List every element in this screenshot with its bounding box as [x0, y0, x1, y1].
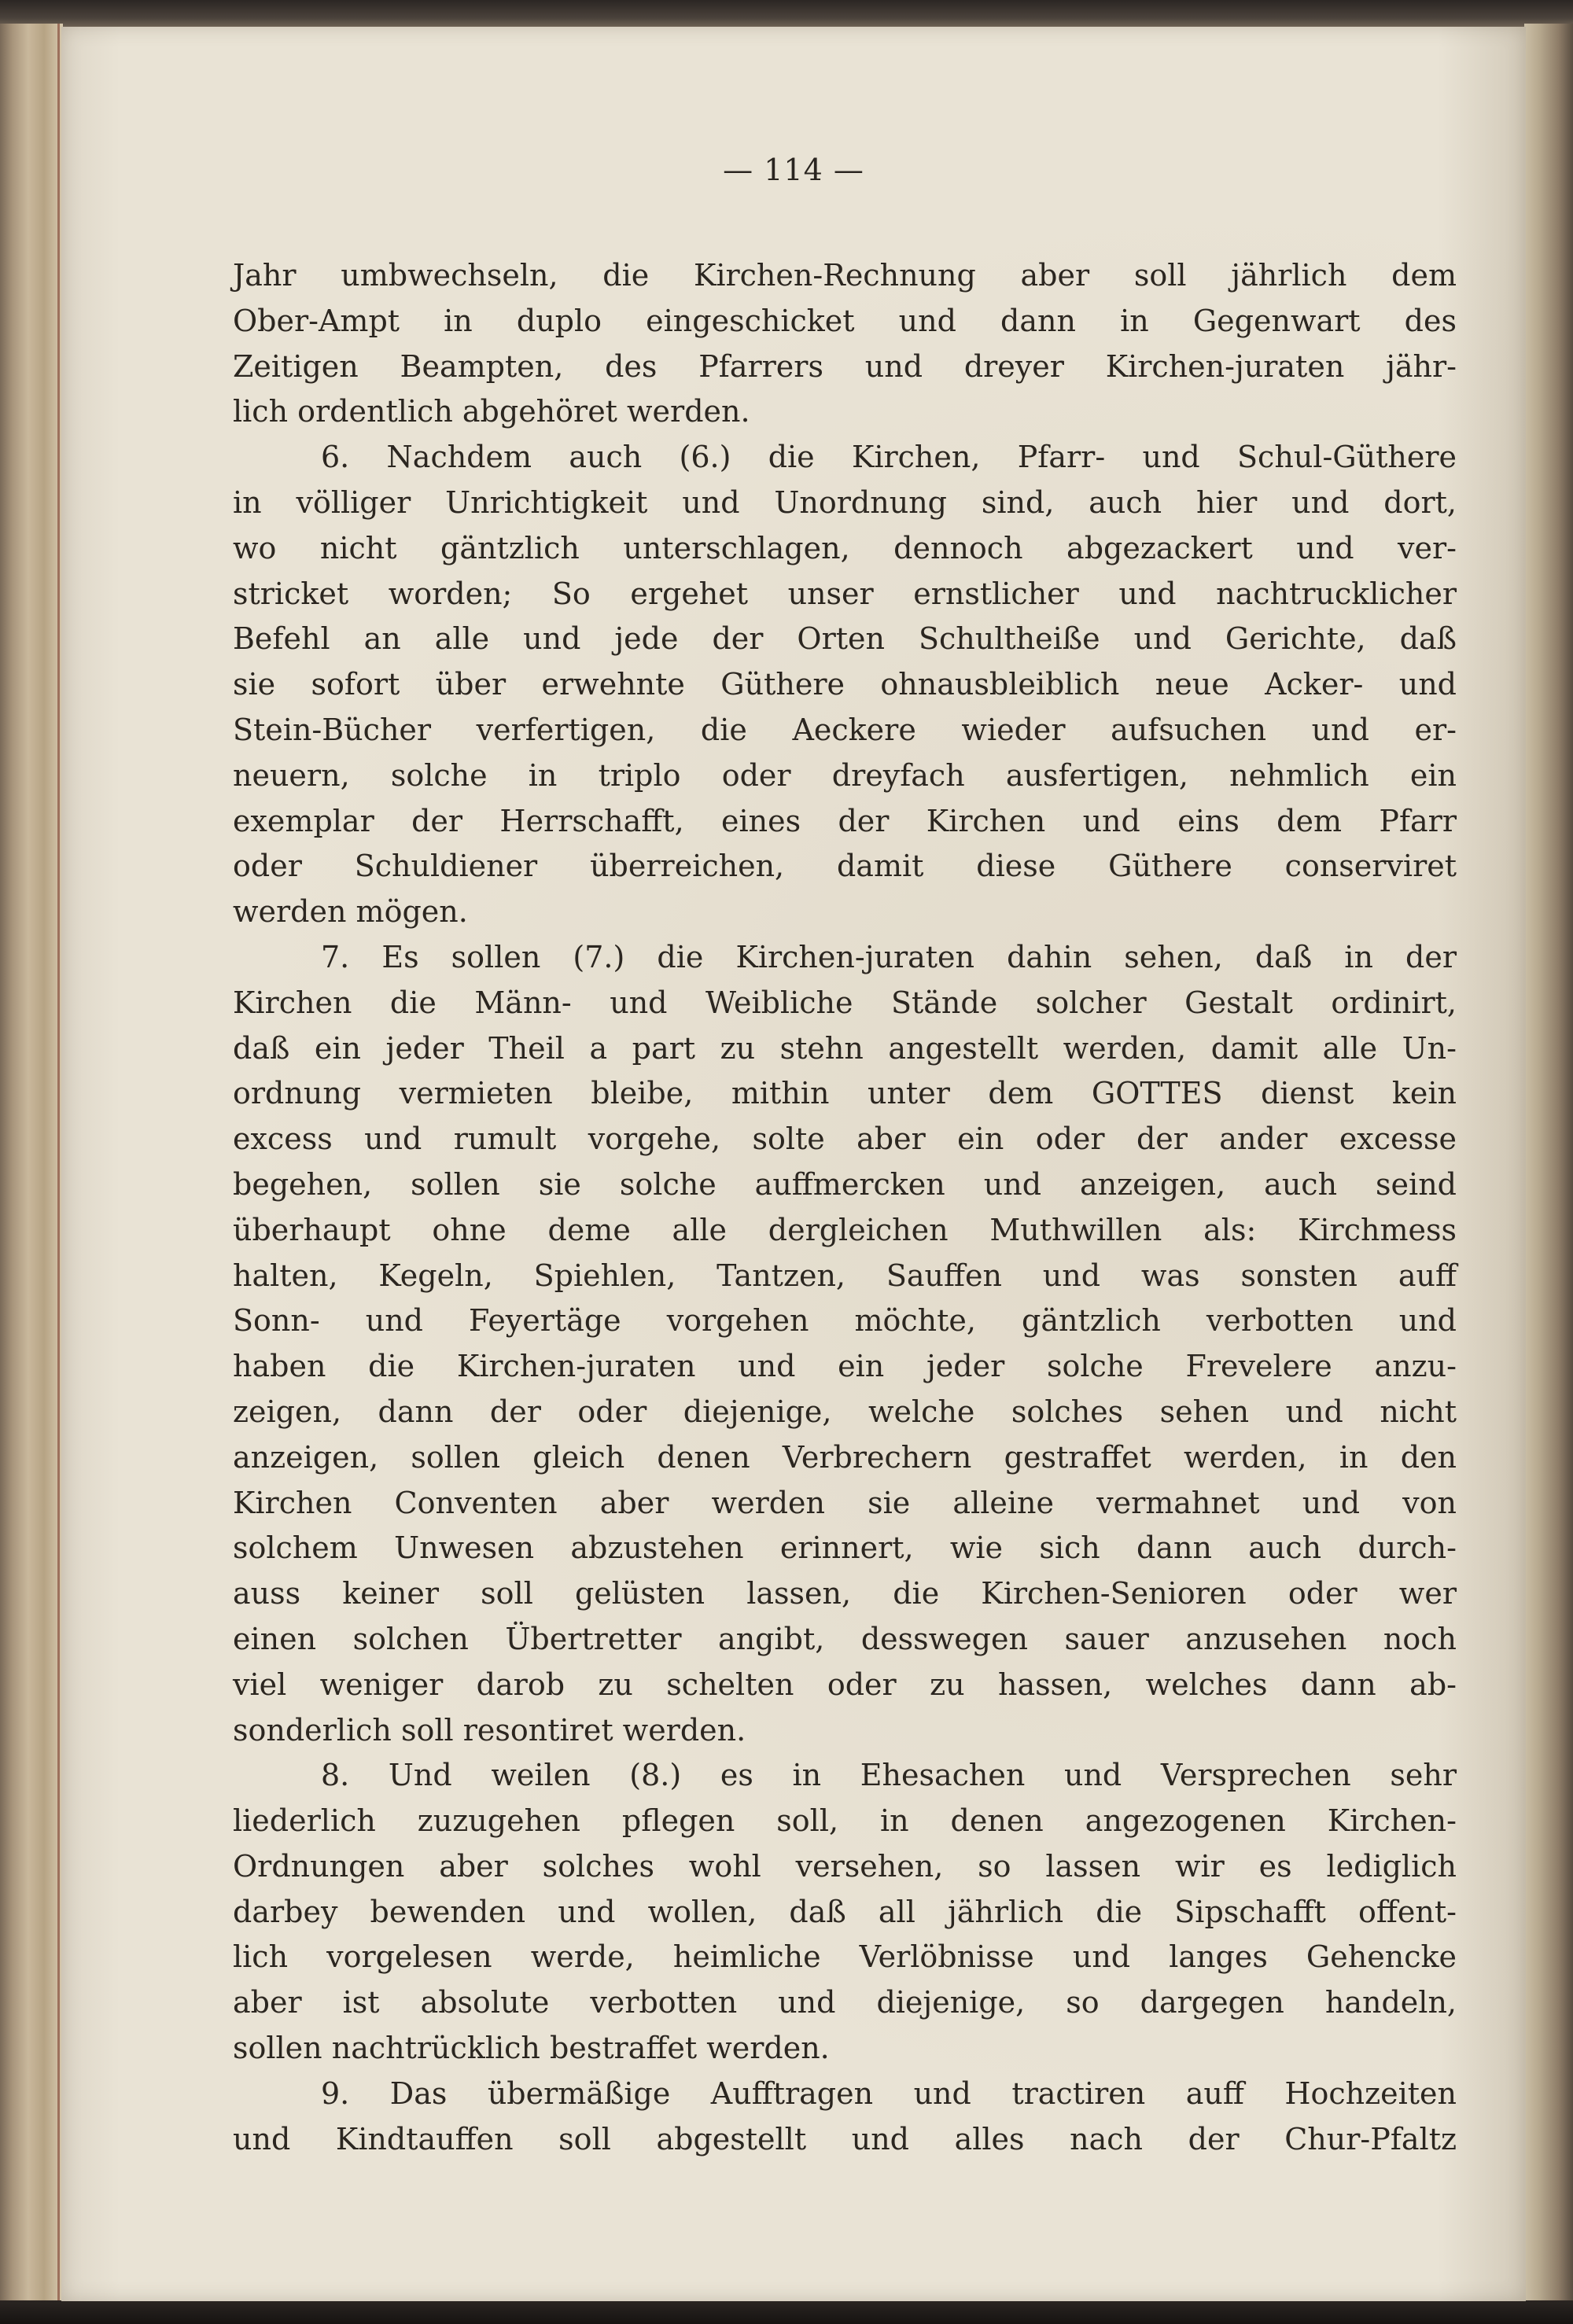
- text-line: halten, Kegeln, Spiehlen, Tantzen, Sauffen und was sonsten auff: [233, 1258, 1457, 1293]
- text-line: oder Schuldiener überreichen, damit diese Güthere conserviret: [233, 849, 1457, 884]
- text-line: einen solchen Übertretter angibt, desswegen sauer anzusehen noch: [233, 1621, 1457, 1656]
- book-bottom-edge: [0, 2300, 1573, 2324]
- text-line: Sonn- und Feyertäge vorgehen möchte, gäntzlich verbotten und: [233, 1303, 1457, 1339]
- text-line: lich vorgelesen werde, heimliche Verlöbnisse und langes Gehencke: [233, 1939, 1457, 1975]
- text-line: auss keiner soll gelüsten lassen, die Kirchen-Senioren oder wer: [233, 1576, 1457, 1611]
- paragraph-start-6: 6. Nachdem auch (6.) die Kirchen, Pfarr- und Schul-Güthere: [321, 440, 1457, 475]
- text-line: haben die Kirchen-juraten und ein jeder solche Frevelere anzu-: [233, 1349, 1457, 1384]
- text-line: Kirchen die Männ- und Weibliche Stände solcher Gestalt ordinirt,: [233, 985, 1457, 1020]
- paragraph-start-8: 8. Und weilen (8.) es in Ehesachen und Versprechen sehr: [321, 1758, 1457, 1793]
- text-line: überhaupt ohne deme alle dergleichen Muthwillen als: Kirchmess: [233, 1212, 1457, 1247]
- text-line: Zeitigen Beampten, des Pfarrers und dreyer Kirchen-juraten jähr-: [233, 348, 1457, 384]
- text-line: und Kindtauffen soll abgestellt und alles nach der Chur-Pfaltz: [233, 2121, 1457, 2156]
- text-line: wo nicht gäntzlich unterschlagen, dennoch abgezackert und ver-: [233, 530, 1457, 565]
- text-line: Ordnungen aber solches wohl versehen, so lassen wir es lediglich: [233, 1848, 1457, 1884]
- text-line: begehen, sollen sie solche auffmercken und anzeigen, auch seind: [233, 1166, 1457, 1202]
- page-stack-right: [1524, 24, 1573, 2300]
- text-line: daß ein jeder Theil a part zu stehn angestellt werden, damit alle Un-: [233, 1030, 1457, 1066]
- text-line: sollen nachtrücklich bestraffet werden.: [233, 2031, 830, 2066]
- text-line: neuern, solche in triplo oder dreyfach ausfertigen, nehmlich ein: [233, 757, 1457, 793]
- page-stack-left: [0, 24, 63, 2300]
- text-line: viel weniger darob zu schelten oder zu hassen, welches dann ab-: [233, 1667, 1457, 1702]
- text-line: sie sofort über erwehnte Güthere ohnausbleiblich neue Acker- und: [233, 667, 1457, 702]
- text-line: stricket worden; So ergehet unser ernstlicher und nachtrucklicher: [233, 576, 1457, 611]
- paragraph-start-9: 9. Das übermäßige Aufftragen und tractiren auff Hochzeiten: [321, 2075, 1457, 2111]
- text-line: Kirchen Conventen aber werden sie alleine vermahnet und von: [233, 1485, 1457, 1520]
- text-line: zeigen, dann der oder diejenige, welche solches sehen und nicht: [233, 1394, 1457, 1429]
- text-line: exemplar der Herrschafft, eines der Kirchen und eins dem Pfarr: [233, 803, 1457, 838]
- paragraph-start-7: 7. Es sollen (7.) die Kirchen-juraten dahin sehen, daß in der: [321, 939, 1457, 974]
- text-line: Befehl an alle und jede der Orten Schultheiße und Gerichte, daß: [233, 621, 1457, 657]
- text-line: aber ist absolute verbotten und diejenige, so dargegen handeln,: [233, 1985, 1457, 2020]
- text-line: darbey bewenden und wollen, daß all jährlich die Sipschafft offent-: [233, 1894, 1457, 1929]
- text-line: Ober-Ampt in duplo eingeschicket und dann in Gegenwart des: [233, 303, 1457, 338]
- text-line: in völliger Unrichtigkeit und Unordnung sind, auch hier und dort,: [233, 484, 1457, 520]
- text-line: werden mögen.: [233, 894, 468, 930]
- text-line: ordnung vermieten bleibe, mithin unter dem GOTTES dienst kein: [233, 1076, 1457, 1111]
- text-line: Jahr umbwechseln, die Kirchen-Rechnung aber soll jährlich dem: [233, 258, 1457, 293]
- text-line: excess und rumult vorgehe, solte aber ein oder der ander excesse: [233, 1121, 1457, 1157]
- body-text: [233, 253, 1457, 2162]
- text-line: sonderlich soll resontiret werden.: [233, 1712, 746, 1748]
- page-number: — 114 —: [723, 153, 864, 187]
- text-line: anzeigen, sollen gleich denen Verbrechern gestraffet werden, in den: [233, 1439, 1457, 1475]
- text-line: Stein-Bücher verfertigen, die Aeckere wieder aufsuchen und er-: [233, 712, 1457, 747]
- book-page: [61, 27, 1526, 2301]
- book-top-edge: [0, 0, 1573, 30]
- text-line: solchem Unwesen abzustehen erinnert, wie sich dann auch durch-: [233, 1530, 1457, 1566]
- text-line: liederlich zuzugehen pflegen soll, in denen angezogenen Kirchen-: [233, 1803, 1457, 1839]
- text-line: lich ordentlich abgehöret werden.: [233, 394, 750, 429]
